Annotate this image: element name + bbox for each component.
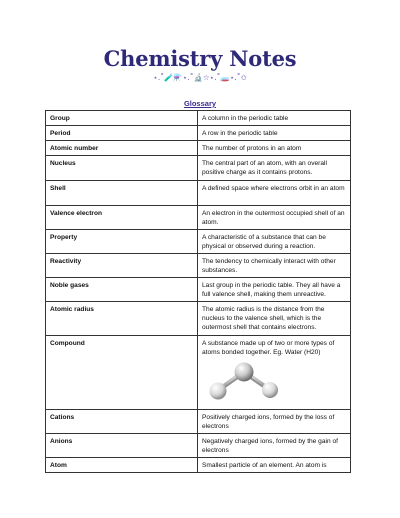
definition-cell: The number of protons in an atom: [198, 141, 351, 156]
term-cell: Reactivity: [46, 254, 198, 278]
table-row: [46, 302, 351, 336]
term-cell: Valence electron: [46, 206, 198, 230]
decorative-emoji-line: ⋆.˚🧪⚗️⋆.˚🔬☆⋆.˚🧫⋆.˚✩: [153, 73, 247, 82]
table-row: [46, 230, 351, 254]
definition-text: A substance made up of two or more types of atoms bonded together. Eg. Water (H20): [202, 340, 335, 356]
table-row: [46, 278, 351, 302]
term-cell: Anions: [46, 434, 198, 458]
water-molecule-image: [204, 361, 286, 401]
definition-cell: Smallest particle of an element. An atom is: [198, 458, 351, 473]
table-row: [46, 458, 351, 473]
term-cell: Period: [46, 126, 198, 141]
table-row: [46, 141, 351, 156]
term-cell: Cations: [46, 410, 198, 434]
term-cell: Noble gases: [46, 278, 198, 302]
table-row: [46, 111, 351, 126]
term-cell: Nucleus: [46, 156, 198, 181]
definition-cell-with-image: [198, 336, 351, 410]
definition-cell: An electron in the outermost occupied shell of an atom.: [198, 206, 351, 230]
term-cell: Shell: [46, 181, 198, 206]
definition-cell: A defined space where electrons orbit in an atom: [198, 181, 351, 206]
table-row: [46, 181, 351, 206]
definition-cell: Positively charged ions, formed by the loss of electrons: [198, 410, 351, 434]
definition-cell: The atomic radius is the distance from the nucleus to the valence shell, which is the outermost shell that contains electrons.: [198, 302, 351, 336]
term-cell: Atomic radius: [46, 302, 198, 336]
definition-cell: Negatively charged ions, formed by the gain of electrons: [198, 434, 351, 458]
definition-cell: Last group in the periodic table. They all have a full valence shell, making them unreactive.: [198, 278, 351, 302]
term-cell: Group: [46, 111, 198, 126]
table-row: [46, 410, 351, 434]
oxygen-atom: [235, 363, 254, 382]
glossary-table: [45, 110, 351, 473]
term-cell: Atomic number: [46, 141, 198, 156]
definition-cell: The central part of an atom, with an overall positive charge as it contains protons.: [198, 156, 351, 181]
table-row: [46, 156, 351, 181]
definition-cell: The tendency to chemically interact with other substances.: [198, 254, 351, 278]
term-cell: Atom: [46, 458, 198, 473]
term-cell: Compound: [46, 336, 198, 410]
table-row: [46, 254, 351, 278]
glossary-heading-link[interactable]: Glossary: [183, 99, 217, 108]
definition-cell: A characteristic of a substance that can be physical or observed during a reaction.: [198, 230, 351, 254]
table-row: [46, 206, 351, 230]
hydrogen-atom-right: [262, 382, 278, 398]
table-row: [46, 336, 351, 410]
table-row: [46, 126, 351, 141]
term-cell: Property: [46, 230, 198, 254]
definition-cell: A row in the periodic table: [198, 126, 351, 141]
page-title: Chemistry Notes: [103, 46, 297, 71]
definition-cell: A column in the periodic table: [198, 111, 351, 126]
hydrogen-atom-left: [210, 383, 227, 400]
table-row: [46, 434, 351, 458]
